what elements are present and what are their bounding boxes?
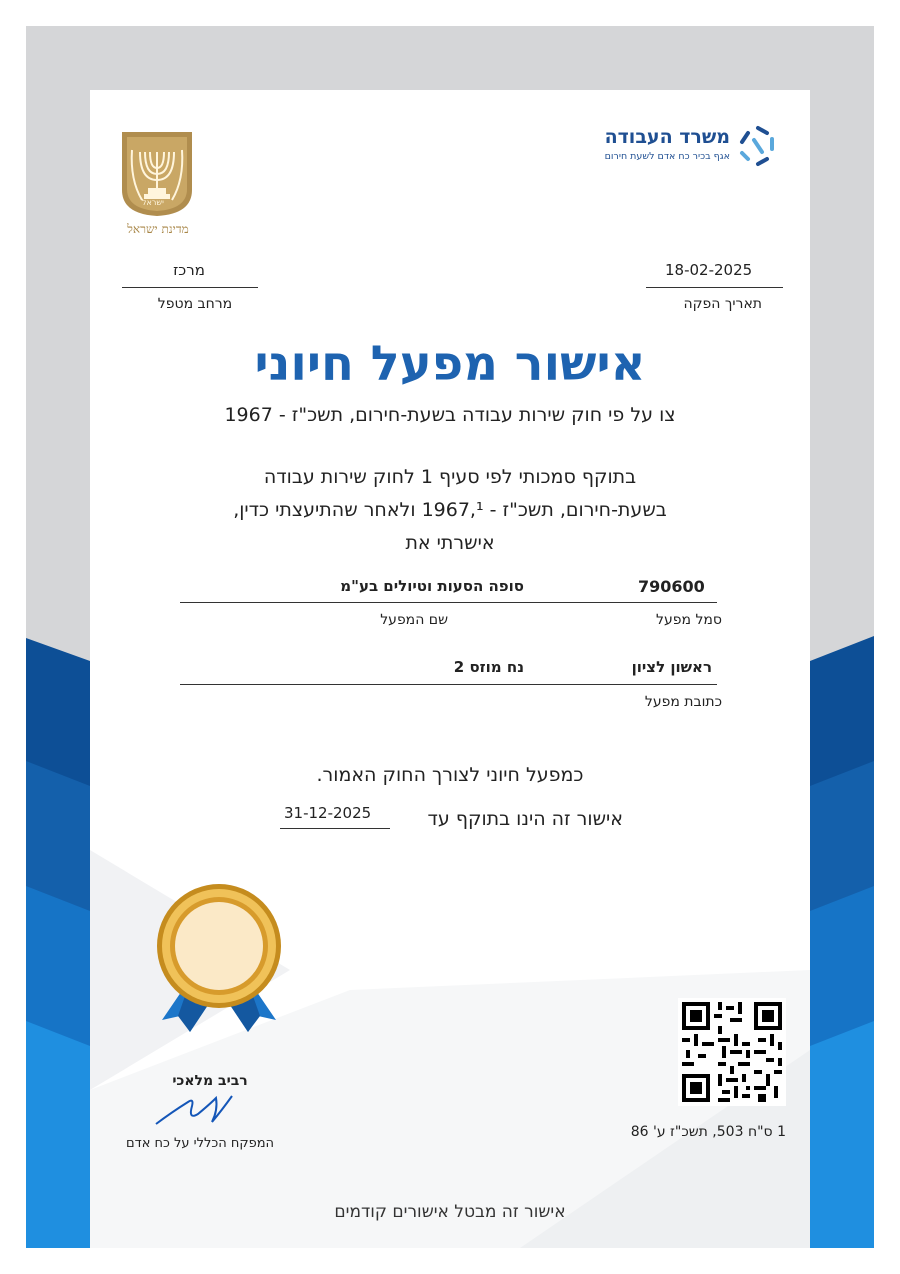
factory-address-underline xyxy=(180,684,717,685)
footer-note: אישור זה מבטל אישורים קודמים xyxy=(334,1202,566,1222)
gold-seal-icon xyxy=(152,880,286,1040)
ministry-logo-icon xyxy=(734,122,782,170)
body-line-2: בשעת-חירום, תשכ"ז - 1967,¹ ולאחר שהתיעצתי כדין, xyxy=(233,499,667,521)
emblem-inscription: ישראל xyxy=(142,198,164,207)
region-value: מרכז xyxy=(173,261,205,279)
certificate-paper xyxy=(90,90,810,1248)
valid-until-date: 31-12-2025 xyxy=(284,804,372,822)
region-label: מרחב מטפל xyxy=(157,296,233,312)
ministry-name: משרד העבודה xyxy=(604,126,730,148)
factory-address-label: כתובת מפעל xyxy=(644,694,722,710)
emblem-caption: מדינת ישראל xyxy=(127,222,189,236)
signature-scribble xyxy=(152,1090,242,1130)
validity-statement: כמפעל חיוני לצורך החוק האמור. xyxy=(316,764,584,786)
gold-seal xyxy=(152,880,286,1040)
valid-until-text: אישור זה הינו בתוקף עד xyxy=(427,808,623,830)
ministry-subtitle: אגף בכיר כח אדם לשעת חירום xyxy=(604,151,730,162)
certificate-subtitle: צו על פי חוק שירות עבודה בשעת-חירום, תשכ"ז - 1967 xyxy=(224,404,676,426)
state-emblem xyxy=(118,130,198,240)
body-line-3: אישרתי את xyxy=(405,532,495,554)
factory-street-value: נח מוזס 2 xyxy=(453,658,524,676)
factory-name-value: סופה הסעות וטיולים בע"מ xyxy=(340,577,524,595)
certificate-title: אישור מפעל חיוני xyxy=(254,336,646,392)
signer-name: רביב מלאכי xyxy=(172,1073,248,1089)
factory-id-label: סמל מפעל xyxy=(656,612,722,628)
factory-id-name-underline xyxy=(180,602,717,603)
signer-title: המפקח הכללי על כח אדם xyxy=(125,1136,275,1151)
issue-date-value: 18-02-2025 xyxy=(665,261,753,279)
valid-until-underline xyxy=(280,828,390,829)
factory-id-value: 790600 xyxy=(638,577,705,596)
issue-date-underline xyxy=(646,287,783,288)
qr-code xyxy=(678,998,786,1106)
ministry-logo xyxy=(592,120,782,170)
law-footnote: 1 ס"ח 503, תשכ"ז ע' 86 xyxy=(630,1124,786,1140)
factory-name-label: שם המפעל xyxy=(380,612,448,628)
issue-date-label: תאריך הפקה xyxy=(683,296,762,312)
region-underline xyxy=(122,287,258,288)
qr-code-icon xyxy=(678,998,786,1106)
factory-city-value: ראשון לציון xyxy=(631,658,712,676)
body-line-1: בתוקף סמכותי לפי סעיף 1 לחוק שירות עבודה xyxy=(263,466,637,488)
